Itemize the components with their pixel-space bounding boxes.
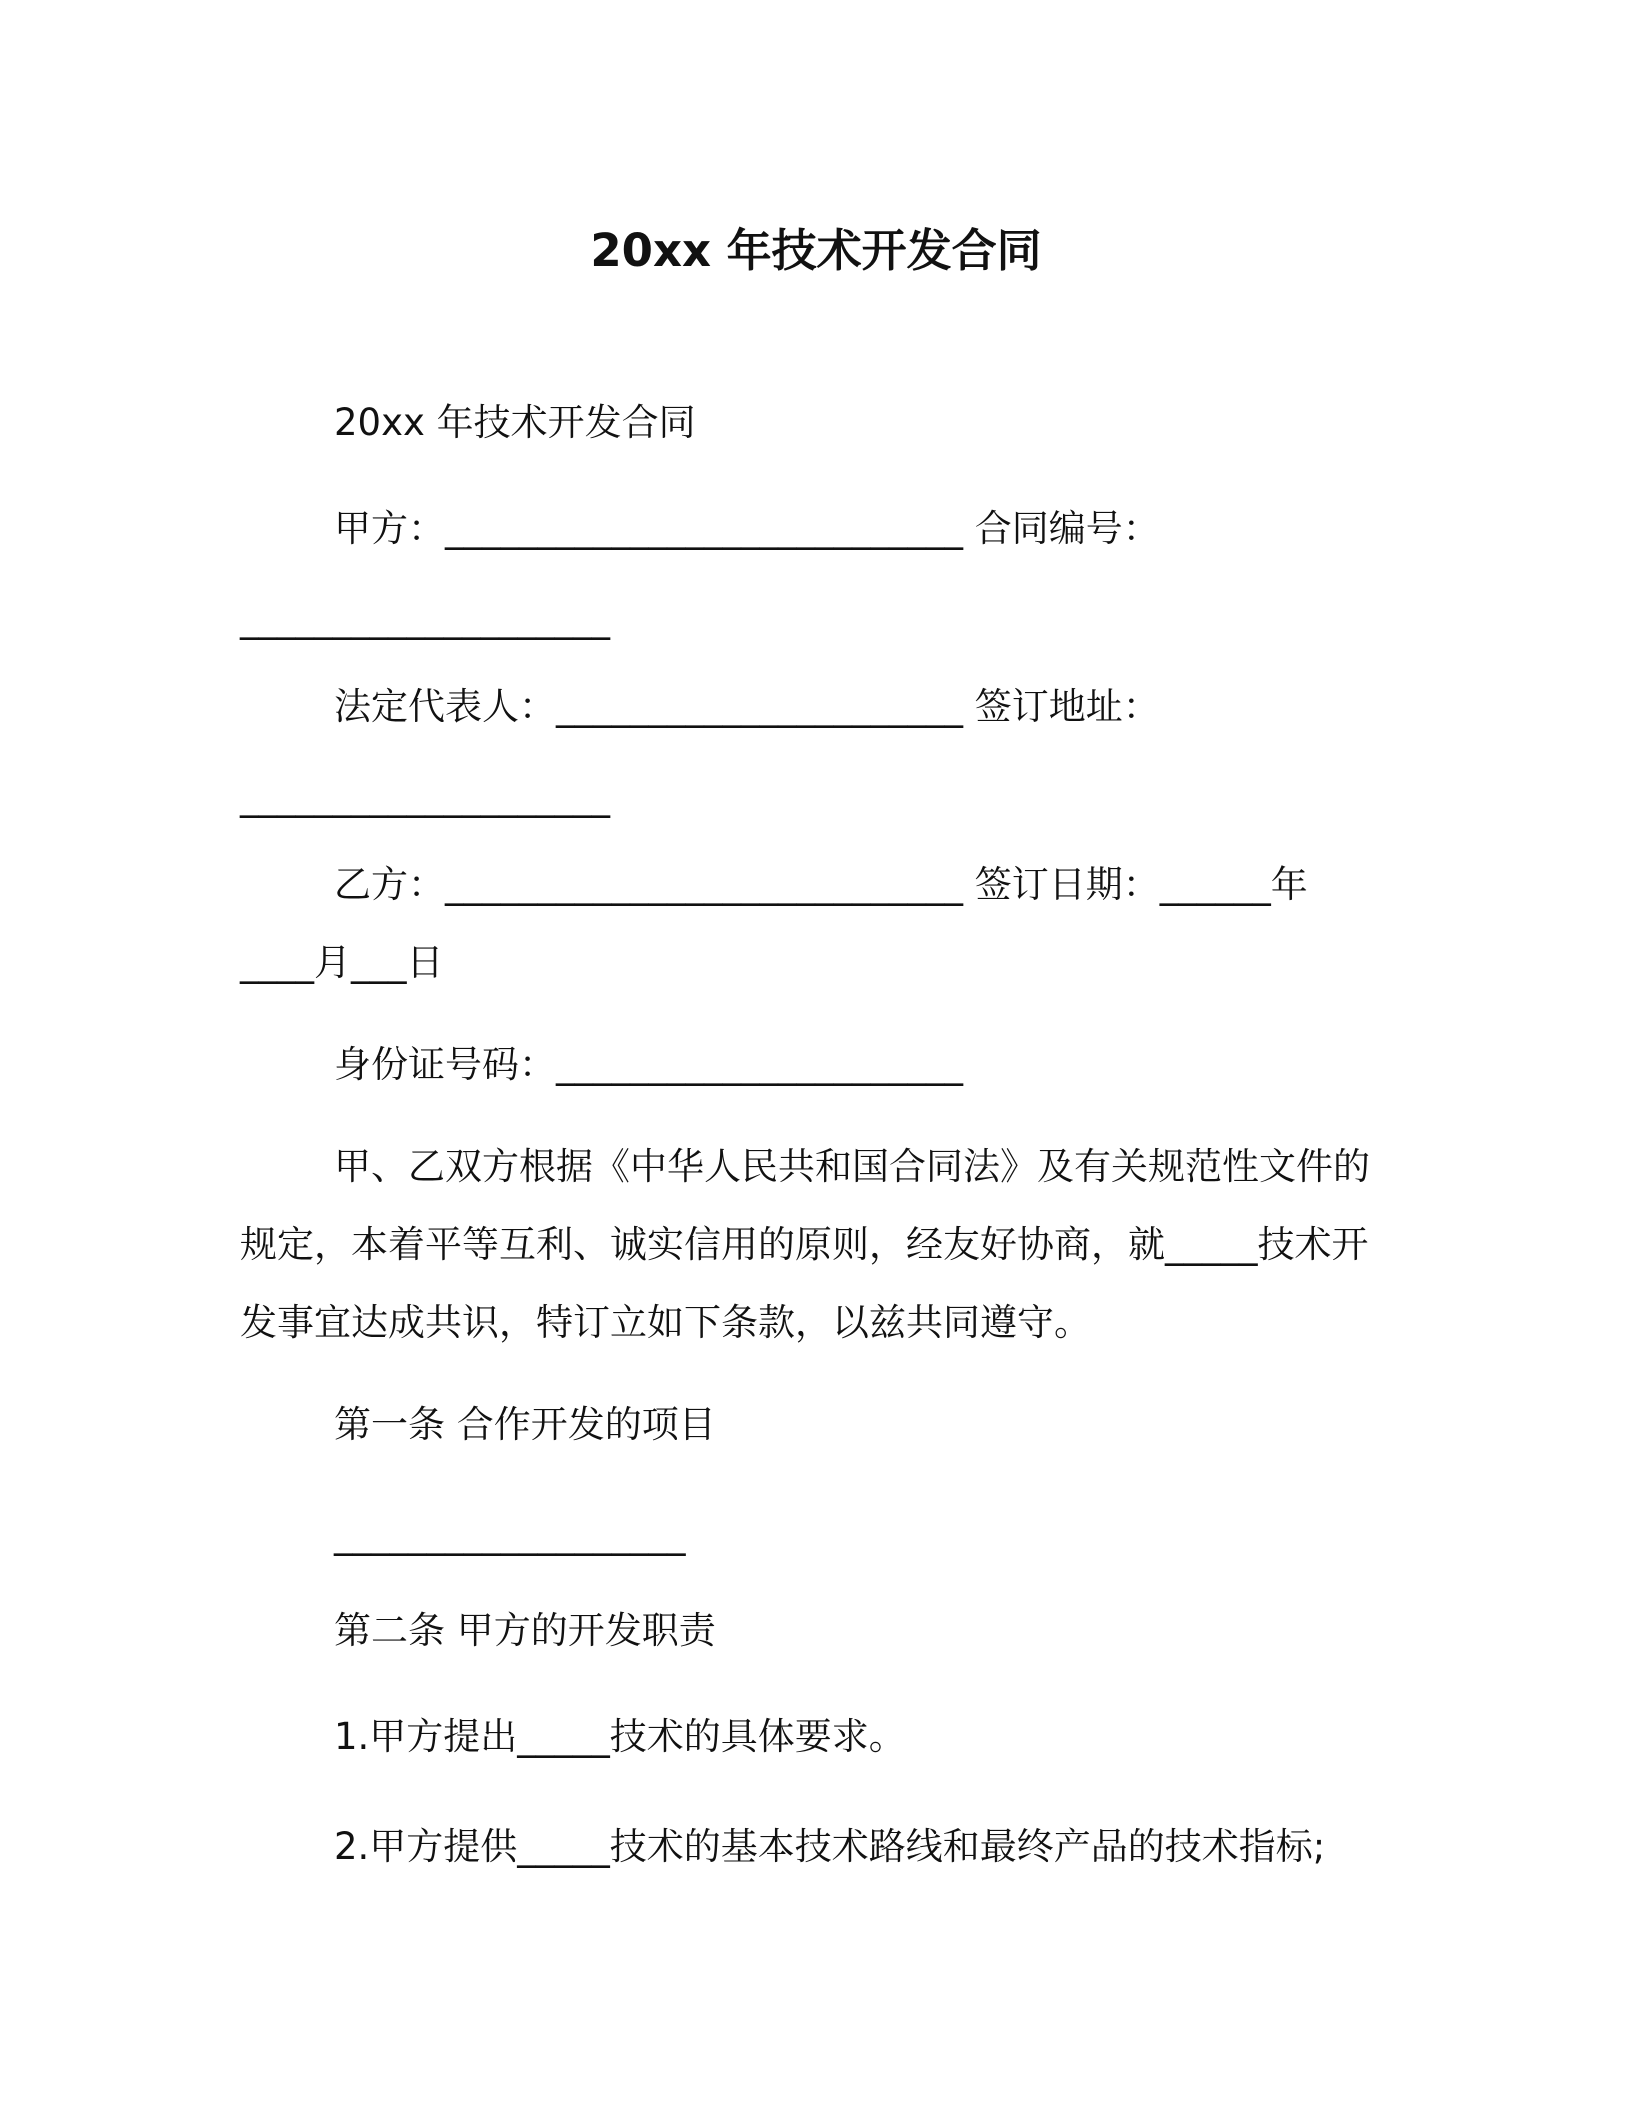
legal-rep-line: 法定代表人：______________________ 签订地址： — [334, 685, 1160, 728]
article-1-title: 第一条 合作开发的项目 — [334, 1403, 716, 1446]
contract-no-blank: ____________________ — [240, 597, 610, 640]
sign-date-continuation: ____月___日 — [240, 941, 444, 984]
article-2-item-2: 2.甲方提供_____技术的基本技术路线和最终产品的技术指标; — [334, 1825, 1326, 1868]
preamble-line-3: 发事宜达成共识，特订立如下条款，以兹共同遵守。 — [240, 1301, 1091, 1344]
article-2-title: 第二条 甲方的开发职责 — [334, 1609, 716, 1652]
article-2-item-1: 1.甲方提出_____技术的具体要求。 — [334, 1715, 906, 1758]
id-number-line: 身份证号码：______________________ — [334, 1043, 963, 1086]
party-a-line: 甲方：____________________________ 合同编号： — [334, 507, 1160, 550]
preamble-line-2: 规定，本着平等互利、诚实信用的原则，经友好协商，就_____技术开 — [240, 1223, 1369, 1266]
party-b-line: 乙方：____________________________ 签订日期：______年 — [334, 863, 1308, 906]
article-1-blank: ___________________ — [334, 1513, 686, 1556]
subtitle: 20xx 年技术开发合同 — [334, 401, 696, 444]
preamble-line-1: 甲、乙双方根据《中华人民共和国合同法》及有关规范性文件的 — [334, 1145, 1370, 1188]
sign-address-blank: ____________________ — [240, 775, 610, 818]
document-title: 20xx 年技术开发合同 — [590, 224, 1042, 277]
